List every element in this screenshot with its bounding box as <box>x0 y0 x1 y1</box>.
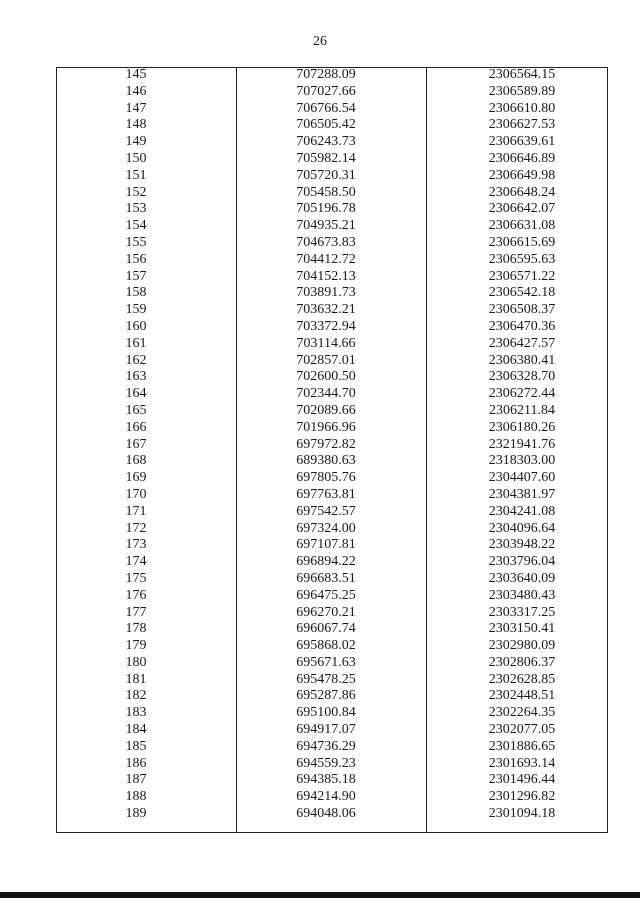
y-coordinate-cell: 2306595.63 <box>488 251 556 267</box>
point-number-cell: 168 <box>125 453 147 469</box>
point-number-cell: 152 <box>125 184 147 200</box>
y-coordinate-cell: 2306272.44 <box>488 386 556 402</box>
y-coordinate-cell: 2301693.14 <box>488 755 556 771</box>
point-number-cell: 149 <box>125 134 147 150</box>
y-coordinate-cell: 2303150.41 <box>488 621 556 637</box>
x-coordinate-cell: 694736.29 <box>296 738 356 754</box>
x-coordinate-cell: 696475.25 <box>296 587 356 603</box>
x-coordinate-cell: 694385.18 <box>296 772 356 788</box>
y-coordinate-cell: 2301886.65 <box>488 738 556 754</box>
scan-edge <box>0 892 640 898</box>
point-number-cell: 173 <box>125 537 147 553</box>
y-coordinate-cell: 2306589.89 <box>488 83 556 99</box>
table-row <box>56 269 608 286</box>
point-number-cell: 180 <box>125 654 147 670</box>
x-coordinate-cell: 694214.90 <box>296 789 356 805</box>
table-row <box>56 420 608 437</box>
table-row <box>56 403 608 420</box>
y-coordinate-cell: 2306642.07 <box>488 201 556 217</box>
y-coordinate-cell: 2306180.26 <box>488 419 556 435</box>
table-row <box>56 67 608 84</box>
table-row <box>56 117 608 134</box>
table-row <box>56 504 608 521</box>
x-coordinate-cell: 706766.54 <box>296 100 356 116</box>
x-coordinate-cell: 703114.66 <box>296 335 356 351</box>
point-number-cell: 154 <box>125 218 147 234</box>
x-coordinate-cell: 702089.66 <box>296 402 356 418</box>
point-number-cell: 172 <box>125 520 147 536</box>
y-coordinate-cell: 2306648.24 <box>488 184 556 200</box>
point-number-cell: 176 <box>125 587 147 603</box>
x-coordinate-cell: 695671.63 <box>296 654 356 670</box>
x-coordinate-cell: 704412.72 <box>296 251 356 267</box>
point-number-cell: 155 <box>125 234 147 250</box>
point-number-cell: 189 <box>125 806 147 822</box>
x-coordinate-cell: 705458.50 <box>296 184 356 200</box>
point-number-cell: 146 <box>125 83 147 99</box>
x-coordinate-cell: 704152.13 <box>296 268 356 284</box>
table-row <box>56 789 608 806</box>
table-row <box>56 537 608 554</box>
x-coordinate-cell: 696270.21 <box>296 604 356 620</box>
page-number: 26 <box>313 34 327 49</box>
y-coordinate-cell: 2306380.41 <box>488 352 556 368</box>
x-coordinate-cell: 705982.14 <box>296 150 356 166</box>
y-coordinate-cell: 2306508.37 <box>488 302 556 318</box>
x-coordinate-cell: 697805.76 <box>296 470 356 486</box>
table-row <box>56 605 608 622</box>
x-coordinate-cell: 702857.01 <box>296 352 356 368</box>
table-row <box>56 252 608 269</box>
table-row <box>56 218 608 235</box>
table-row <box>56 655 608 672</box>
point-number-cell: 160 <box>125 318 147 334</box>
x-coordinate-cell: 697324.00 <box>296 520 356 536</box>
x-coordinate-cell: 695478.25 <box>296 671 356 687</box>
y-coordinate-cell: 2303796.04 <box>488 554 556 570</box>
point-number-cell: 178 <box>125 621 147 637</box>
y-coordinate-cell: 2302628.85 <box>488 671 556 687</box>
y-coordinate-cell: 2303640.09 <box>488 570 556 586</box>
table-row <box>56 84 608 101</box>
point-number-cell: 167 <box>125 436 147 452</box>
x-coordinate-cell: 694559.23 <box>296 755 356 771</box>
y-coordinate-cell: 2304407.60 <box>488 470 556 486</box>
coordinate-table <box>56 67 608 823</box>
y-coordinate-cell: 2306631.08 <box>488 218 556 234</box>
table-row <box>56 201 608 218</box>
y-coordinate-cell: 2306564.15 <box>488 67 556 82</box>
table-row <box>56 588 608 605</box>
table-row <box>56 621 608 638</box>
point-number-cell: 148 <box>125 117 147 133</box>
table-row <box>56 756 608 773</box>
y-coordinate-cell: 2302806.37 <box>488 654 556 670</box>
table-row <box>56 302 608 319</box>
x-coordinate-cell: 703632.21 <box>296 302 356 318</box>
point-number-cell: 153 <box>125 201 147 217</box>
table-row <box>56 134 608 151</box>
y-coordinate-cell: 2306542.18 <box>488 285 556 301</box>
table-row <box>56 168 608 185</box>
table-row <box>56 369 608 386</box>
table-row <box>56 571 608 588</box>
point-number-cell: 171 <box>125 503 147 519</box>
x-coordinate-cell: 704935.21 <box>296 218 356 234</box>
point-number-cell: 145 <box>125 67 147 82</box>
table-row <box>56 353 608 370</box>
x-coordinate-cell: 695868.02 <box>296 638 356 654</box>
x-coordinate-cell: 696894.22 <box>296 554 356 570</box>
y-coordinate-cell: 2303948.22 <box>488 537 556 553</box>
table-row <box>56 487 608 504</box>
y-coordinate-cell: 2302077.05 <box>488 722 556 738</box>
point-number-cell: 187 <box>125 772 147 788</box>
y-coordinate-cell: 2306615.69 <box>488 234 556 250</box>
table-row <box>56 151 608 168</box>
table-row <box>56 319 608 336</box>
y-coordinate-cell: 2302448.51 <box>488 688 556 704</box>
point-number-cell: 177 <box>125 604 147 620</box>
y-coordinate-cell: 2306646.89 <box>488 150 556 166</box>
y-coordinate-cell: 2302264.35 <box>488 705 556 721</box>
y-coordinate-cell: 2306328.70 <box>488 369 556 385</box>
x-coordinate-cell: 696683.51 <box>296 570 356 586</box>
x-coordinate-cell: 697107.81 <box>296 537 356 553</box>
x-coordinate-cell: 701966.96 <box>296 419 356 435</box>
point-number-cell: 151 <box>125 167 147 183</box>
x-coordinate-cell: 689380.63 <box>296 453 356 469</box>
x-coordinate-cell: 703372.94 <box>296 318 356 334</box>
point-number-cell: 182 <box>125 688 147 704</box>
y-coordinate-cell: 2306211.84 <box>489 402 555 418</box>
point-number-cell: 166 <box>125 419 147 435</box>
y-coordinate-cell: 2301094.18 <box>488 806 556 822</box>
table-row <box>56 672 608 689</box>
point-number-cell: 156 <box>125 251 147 267</box>
table-row <box>56 705 608 722</box>
y-coordinate-cell: 2306610.80 <box>488 100 556 116</box>
x-coordinate-cell: 694917.07 <box>296 722 356 738</box>
y-coordinate-cell: 2306649.98 <box>488 167 556 183</box>
table-row <box>56 739 608 756</box>
y-coordinate-cell: 2304381.97 <box>488 486 556 502</box>
x-coordinate-cell: 695287.86 <box>296 688 356 704</box>
y-coordinate-cell: 2318303.00 <box>488 453 556 469</box>
table-row <box>56 101 608 118</box>
x-coordinate-cell: 694048.06 <box>296 806 356 822</box>
x-coordinate-cell: 696067.74 <box>296 621 356 637</box>
point-number-cell: 164 <box>125 386 147 402</box>
y-coordinate-cell: 2301296.82 <box>488 789 556 805</box>
coordinate-table-body <box>56 67 608 823</box>
point-number-cell: 184 <box>125 722 147 738</box>
point-number-cell: 159 <box>125 302 147 318</box>
x-coordinate-cell: 705196.78 <box>296 201 356 217</box>
y-coordinate-cell: 2304241.08 <box>488 503 556 519</box>
point-number-cell: 170 <box>125 486 147 502</box>
point-number-cell: 183 <box>125 705 147 721</box>
x-coordinate-cell: 697542.57 <box>296 503 356 519</box>
table-row <box>56 806 608 823</box>
y-coordinate-cell: 2306627.53 <box>488 117 556 133</box>
x-coordinate-cell: 697763.81 <box>296 486 356 502</box>
column-divider <box>426 67 427 833</box>
table-row <box>56 638 608 655</box>
column-divider <box>236 67 237 833</box>
x-coordinate-cell: 705720.31 <box>296 167 356 183</box>
table-row <box>56 470 608 487</box>
table-row <box>56 185 608 202</box>
table-row <box>56 772 608 789</box>
point-number-cell: 185 <box>125 738 147 754</box>
x-coordinate-cell: 697972.82 <box>296 436 356 452</box>
point-number-cell: 169 <box>125 470 147 486</box>
y-coordinate-cell: 2306571.22 <box>488 268 556 284</box>
y-coordinate-cell: 2306639.61 <box>488 134 556 150</box>
point-number-cell: 181 <box>125 671 147 687</box>
table-row <box>56 554 608 571</box>
point-number-cell: 162 <box>125 352 147 368</box>
x-coordinate-cell: 703891.73 <box>296 285 356 301</box>
y-coordinate-cell: 2306470.36 <box>488 318 556 334</box>
point-number-cell: 157 <box>125 268 147 284</box>
x-coordinate-cell: 704673.83 <box>296 234 356 250</box>
x-coordinate-cell: 707288.09 <box>296 67 356 82</box>
table-row <box>56 386 608 403</box>
y-coordinate-cell: 2303317.25 <box>488 604 556 620</box>
table-row <box>56 336 608 353</box>
y-coordinate-cell: 2303480.43 <box>488 587 556 603</box>
point-number-cell: 174 <box>125 554 147 570</box>
point-number-cell: 188 <box>125 789 147 805</box>
y-coordinate-cell: 2304096.64 <box>488 520 556 536</box>
x-coordinate-cell: 702344.70 <box>296 386 356 402</box>
table-row <box>56 453 608 470</box>
table-row <box>56 437 608 454</box>
table-row <box>56 521 608 538</box>
point-number-cell: 161 <box>125 335 147 351</box>
x-coordinate-cell: 707027.66 <box>296 83 356 99</box>
point-number-cell: 163 <box>125 369 147 385</box>
x-coordinate-cell: 706505.42 <box>296 117 356 133</box>
point-number-cell: 165 <box>125 402 147 418</box>
point-number-cell: 186 <box>125 755 147 771</box>
table-row <box>56 285 608 302</box>
y-coordinate-cell: 2302980.09 <box>488 638 556 654</box>
y-coordinate-cell: 2321941.76 <box>488 436 556 452</box>
point-number-cell: 158 <box>125 285 147 301</box>
y-coordinate-cell: 2301496.44 <box>488 772 556 788</box>
table-row <box>56 688 608 705</box>
table-row <box>56 722 608 739</box>
y-coordinate-cell: 2306427.57 <box>488 335 556 351</box>
point-number-cell: 147 <box>125 100 147 116</box>
point-number-cell: 175 <box>125 570 147 586</box>
x-coordinate-cell: 695100.84 <box>296 705 356 721</box>
x-coordinate-cell: 702600.50 <box>296 369 356 385</box>
table-row <box>56 235 608 252</box>
point-number-cell: 179 <box>125 638 147 654</box>
x-coordinate-cell: 706243.73 <box>296 134 356 150</box>
point-number-cell: 150 <box>125 150 147 166</box>
